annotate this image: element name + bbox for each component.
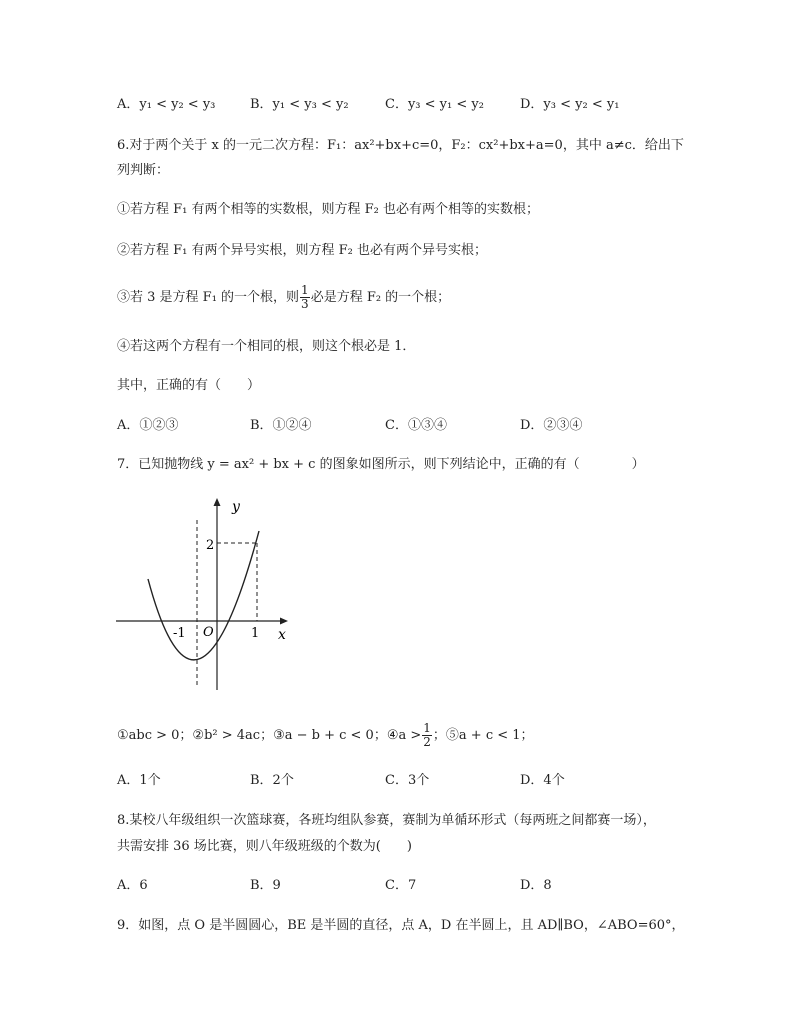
q6-statement-4: ④若这两个方程有一个相同的根，则这个根必是 1． (117, 339, 416, 354)
fraction-one-third (300, 284, 310, 311)
q7-option-d: D．4个 (520, 773, 565, 788)
q7-conclusions-pre: ①abc > 0；②b² > 4ac；③a − b + c < 0；④a > (117, 728, 422, 743)
q5-option-c: C．y₃ < y₁ < y₂ (385, 97, 484, 112)
q6-stem-line1: 6.对于两个关于 x 的一元二次方程：F₁：ax²+bx+c=0，F₂：cx²+bx+a=0，其中 a≠c．给出下 (117, 138, 684, 153)
q8-option-c: C．7 (385, 878, 417, 893)
fraction-one-half (422, 722, 432, 749)
q7-option-c: C．3个 (385, 773, 430, 788)
fraction-denominator: 2 (423, 735, 431, 749)
q7-conclusions-post: ；⑤a + c < 1； (432, 728, 534, 743)
x-axis-label: x (278, 627, 286, 643)
q6-stem-line2: 列判断： (117, 163, 170, 178)
q5-option-d: D．y₃ < y₂ < y₁ (520, 97, 620, 112)
q7-option-b: B．2个 (250, 773, 294, 788)
q6-statement-3 (117, 284, 450, 311)
y-axis-label: y (232, 499, 240, 515)
q8-line2: 共需安排 36 场比赛，则八年级班级的个数为( ) (117, 839, 412, 854)
q6-option-a: A．①②③ (117, 418, 179, 433)
q6-s3-pre: ③若 3 是方程 F₁ 的一个根，则 (117, 290, 300, 305)
q8-option-b: B．9 (250, 878, 281, 893)
origin-label: O (203, 625, 214, 640)
q7-option-a: A．1个 (117, 773, 161, 788)
q8-option-d: D．8 (520, 878, 552, 893)
q6-s3-post: 必是方程 F₂ 的一个根； (310, 290, 451, 305)
q6-statement-2: ②若方程 F₁ 有两个异号实根，则方程 F₂ 也必有两个异号实根； (117, 243, 487, 258)
q6-statement-1: ①若方程 F₁ 有两个相等的实数根，则方程 F₂ 也必有两个相等的实数根； (117, 202, 539, 217)
y-axis-arrow (214, 498, 221, 506)
fraction-denominator: 3 (301, 297, 309, 311)
x-axis-arrow (280, 618, 288, 625)
fraction-numerator: 1 (301, 283, 309, 297)
q5-option-a: A．y₁ < y₂ < y₃ (117, 97, 216, 112)
q8-line1: 8.某校八年级组织一次篮球赛，各班均组队参赛，赛制为单循环形式（每两班之间都赛一场）， (117, 813, 656, 828)
q6-option-c: C．①③④ (385, 418, 447, 433)
fraction-numerator: 1 (423, 721, 431, 735)
q6-option-d: D．②③④ (520, 418, 583, 433)
q5-option-b: B．y₁ < y₃ < y₂ (250, 97, 349, 112)
parabola-graph (110, 490, 310, 700)
tick-label-2: 2 (206, 538, 215, 553)
q8-option-a: A．6 (117, 878, 148, 893)
parabola-curve (148, 531, 259, 660)
q9-line1: 9．如图，点 O 是半圆圆心，BE 是半圆的直径，点 A，D 在半圆上，且 AD∥BO，∠ABO=60°， (117, 918, 685, 933)
q7-conclusions (117, 722, 534, 749)
q6-ask: 其中，正确的有（ ） (117, 378, 261, 393)
q6-option-b: B．①②④ (250, 418, 312, 433)
tick-label-neg1: -1 (173, 626, 186, 641)
tick-label-1: 1 (251, 626, 260, 641)
q7-stem: 7．已知抛物线 y = ax² + bx + c 的图象如图所示，则下列结论中，正确的有（ ） (117, 457, 645, 472)
